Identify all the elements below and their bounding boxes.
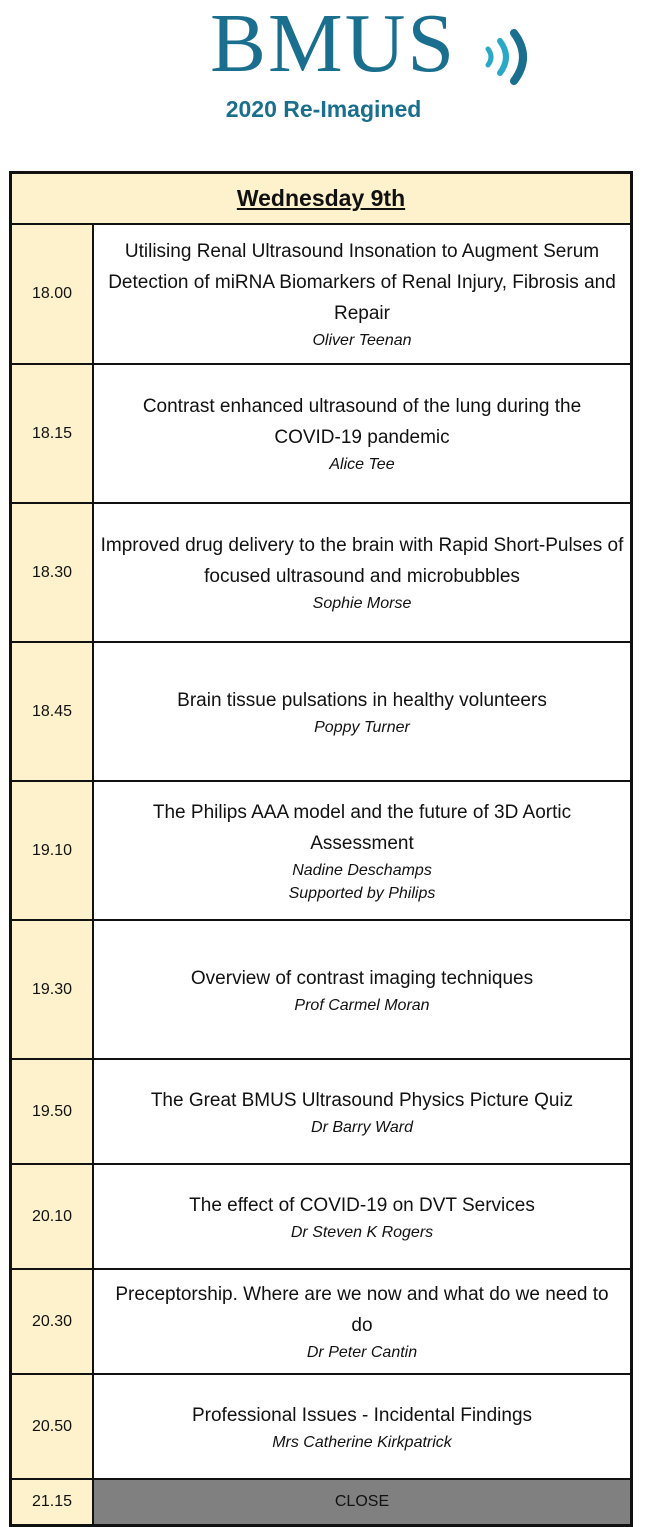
session-row bbox=[12, 365, 630, 504]
session-content bbox=[94, 504, 630, 641]
session-speaker: Dr Barry Ward bbox=[311, 1118, 413, 1136]
session-content bbox=[94, 1165, 630, 1268]
session-title: The Philips AAA model and the future of 3D Aortic Assessment bbox=[152, 801, 572, 854]
session-title: Preceptorship. Where are we now and what do we need to do bbox=[115, 1284, 609, 1336]
session-sponsor: Supported by Philips bbox=[288, 884, 436, 902]
session-time: 20.10 bbox=[12, 1165, 94, 1268]
session-row bbox=[12, 782, 630, 921]
close-row bbox=[12, 1480, 630, 1524]
session-row bbox=[12, 1375, 630, 1480]
session-title: Utilising Renal Ultrasound Insonation to Augment Serum Detection of miRNA Biomarkers of Renal Injury, Fibrosis and Repair bbox=[108, 241, 616, 324]
session-content bbox=[94, 1270, 630, 1373]
schedule-table bbox=[9, 171, 633, 1527]
session-row bbox=[12, 504, 630, 643]
session-row bbox=[12, 1270, 630, 1375]
day-title: Wednesday 9th bbox=[236, 185, 406, 211]
session-title: Contrast enhanced ultrasound of the lung during the COVID-19 pandemic bbox=[142, 396, 582, 448]
session-row bbox=[12, 1165, 630, 1270]
session-row bbox=[12, 225, 630, 365]
session-content bbox=[94, 782, 630, 919]
session-row bbox=[12, 1060, 630, 1165]
session-speaker: Nadine Deschamps bbox=[292, 861, 432, 879]
close-time: 21.15 bbox=[12, 1480, 94, 1524]
session-row bbox=[12, 643, 630, 782]
session-speaker: Mrs Catherine Kirkpatrick bbox=[272, 1433, 452, 1451]
session-time: 18.30 bbox=[12, 504, 94, 641]
session-speaker: Prof Carmel Moran bbox=[294, 996, 430, 1014]
event-subtitle: 2020 Re-Imagined bbox=[225, 96, 422, 122]
session-time: 20.30 bbox=[12, 1270, 94, 1373]
sound-waves-icon bbox=[482, 28, 544, 86]
session-content bbox=[94, 1060, 630, 1163]
session-title: The Great BMUS Ultrasound Physics Picture Quiz bbox=[150, 1089, 574, 1111]
session-speaker: Oliver Teenan bbox=[312, 332, 412, 349]
logo-text: BMUS bbox=[210, 0, 457, 90]
day-header bbox=[12, 174, 630, 225]
bmus-logo bbox=[210, 0, 550, 90]
session-time: 19.30 bbox=[12, 921, 94, 1058]
session-time: 18.45 bbox=[12, 643, 94, 780]
session-content bbox=[94, 1375, 630, 1478]
close-cell bbox=[94, 1480, 630, 1524]
close-label: CLOSE bbox=[334, 1493, 390, 1510]
session-title: Brain tissue pulsations in healthy volunteers bbox=[177, 689, 547, 711]
session-time: 19.50 bbox=[12, 1060, 94, 1163]
session-speaker: Dr Peter Cantin bbox=[306, 1344, 418, 1361]
session-speaker: Poppy Turner bbox=[314, 718, 410, 736]
session-row bbox=[12, 921, 630, 1060]
session-speaker: Alice Tee bbox=[329, 456, 395, 473]
session-time: 19.10 bbox=[12, 782, 94, 919]
session-time: 20.50 bbox=[12, 1375, 94, 1478]
session-speaker: Dr Steven K Rogers bbox=[290, 1223, 434, 1241]
session-title: Improved drug delivery to the brain with Rapid Short-Pulses of focused ultrasound and microbubbles bbox=[100, 535, 624, 587]
session-title: Overview of contrast imaging techniques bbox=[190, 967, 534, 989]
session-speaker: Sophie Morse bbox=[312, 595, 412, 612]
session-title: The effect of COVID-19 on DVT Services bbox=[189, 1194, 535, 1216]
session-time: 18.15 bbox=[12, 365, 94, 502]
session-content bbox=[94, 643, 630, 780]
session-content bbox=[94, 225, 630, 363]
session-title: Professional Issues - Incidental Findings bbox=[191, 1404, 533, 1426]
page-header bbox=[0, 0, 647, 170]
session-time: 18.00 bbox=[12, 225, 94, 363]
session-content bbox=[94, 365, 630, 502]
session-content bbox=[94, 921, 630, 1058]
